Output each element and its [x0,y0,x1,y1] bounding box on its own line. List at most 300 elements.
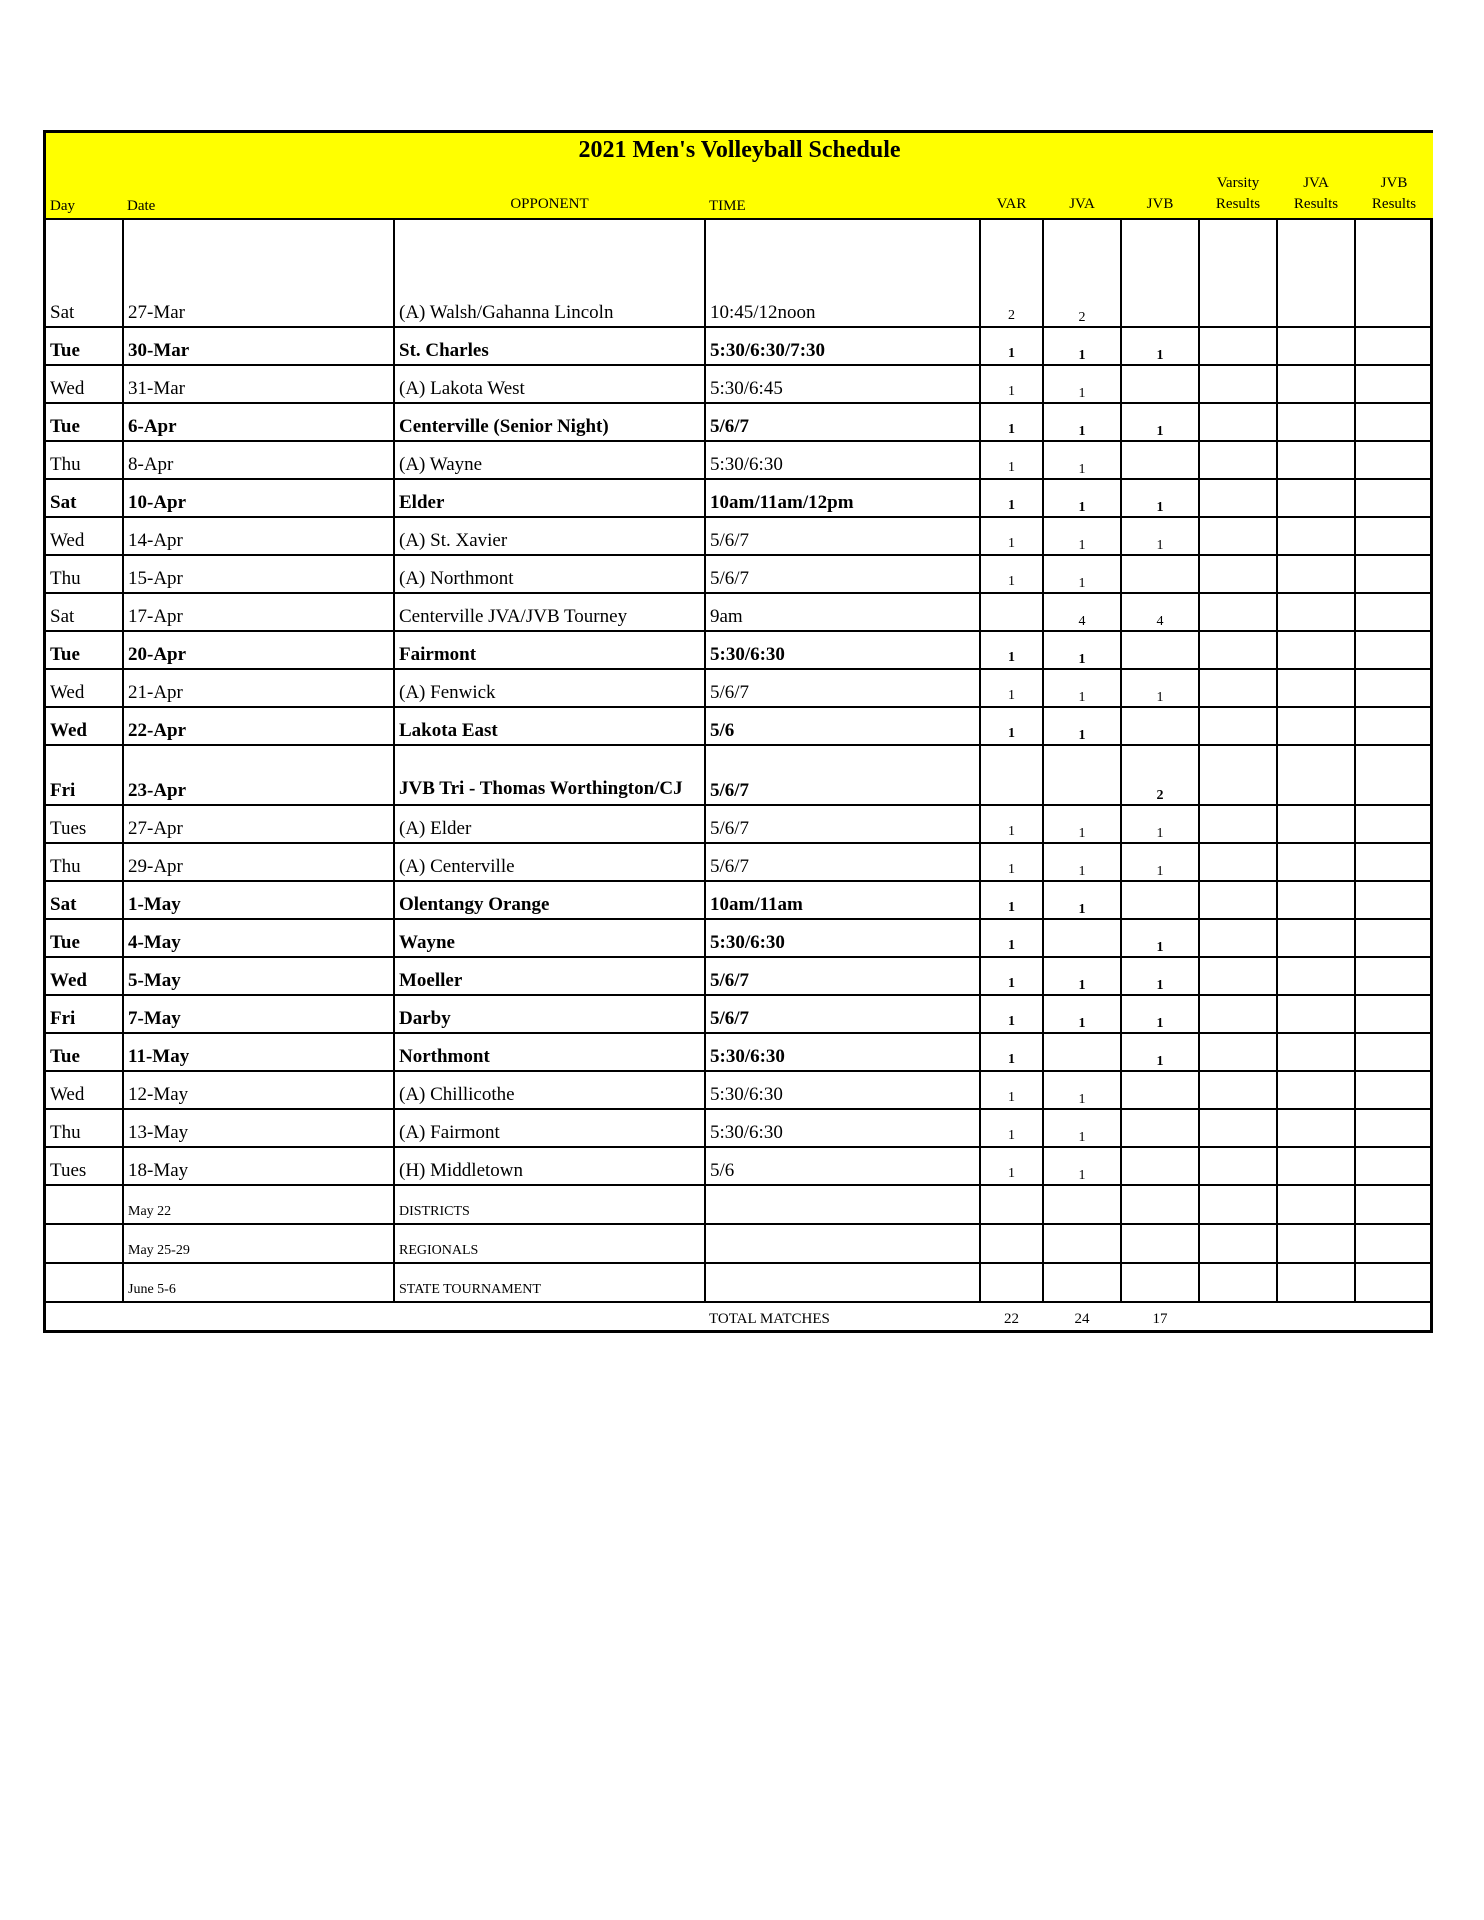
row-time: 5/6/7 [705,669,980,707]
row-jva: 4 [1043,593,1121,631]
row-jvb-result [1355,1109,1433,1147]
row-var: 1 [980,365,1043,403]
row-day: Fri [46,745,123,805]
row-jvb: 1 [1121,669,1199,707]
row-jvb-result [1355,919,1433,957]
row-day: Tue [46,631,123,669]
row-jvb: 1 [1121,957,1199,995]
row-date: May 22 [123,1185,394,1224]
row-jva: 1 [1043,957,1121,995]
row-varsity-result [1199,707,1277,745]
row-time [705,1263,980,1302]
col-var: VAR [980,167,1043,219]
row-jva-result [1277,441,1355,479]
row-jva: 1 [1043,327,1121,365]
row-var: 1 [980,403,1043,441]
schedule-row [46,1263,1433,1302]
row-jvb-result [1355,995,1433,1033]
row-date: 11-May [123,1033,394,1071]
row-jvb-result [1355,1147,1433,1185]
schedule-row [46,843,1433,881]
row-varsity-result [1199,555,1277,593]
col-jva: JVA [1043,167,1121,219]
row-day [46,1263,123,1302]
row-var [980,1263,1043,1302]
row-jva-result [1277,745,1355,805]
row-jva [1043,745,1121,805]
row-time: 5/6/7 [705,843,980,881]
row-var: 1 [980,327,1043,365]
row-jva-result [1277,1224,1355,1263]
row-time: 5/6 [705,707,980,745]
row-jvb-result [1355,1263,1433,1302]
row-time: 5/6/7 [705,805,980,843]
schedule-row [46,881,1433,919]
row-time: 5:30/6:30 [705,1109,980,1147]
row-jva: 1 [1043,1147,1121,1185]
row-date: 14-Apr [123,517,394,555]
schedule-row [46,1147,1433,1185]
row-opponent: Elder [394,479,705,517]
row-jva-result [1277,669,1355,707]
row-day: Thu [46,1109,123,1147]
row-jvb [1121,1109,1199,1147]
row-varsity-result [1199,669,1277,707]
row-jva-result [1277,219,1355,327]
row-jvb: 1 [1121,327,1199,365]
row-day: Sat [46,219,123,327]
row-time: 5:30/6:30/7:30 [705,327,980,365]
row-jvb-result [1355,843,1433,881]
row-jvb-result [1355,479,1433,517]
row-jvb-result [1355,441,1433,479]
row-var: 1 [980,957,1043,995]
row-var: 1 [980,881,1043,919]
row-varsity-result [1199,365,1277,403]
row-var: 1 [980,669,1043,707]
row-jvb-result [1355,707,1433,745]
schedule-row [46,1224,1433,1263]
row-opponent: Centerville (Senior Night) [394,403,705,441]
row-opponent: (A) Fenwick [394,669,705,707]
row-var: 1 [980,1109,1043,1147]
totals-label: TOTAL MATCHES [705,1302,980,1330]
row-opponent: (A) Fairmont [394,1109,705,1147]
schedule-row [46,631,1433,669]
col-varsity-results: Varsity Results [1199,167,1277,219]
row-varsity-result [1199,843,1277,881]
row-varsity-result [1199,745,1277,805]
row-opponent: STATE TOURNAMENT [394,1263,705,1302]
row-opponent: (A) Wayne [394,441,705,479]
row-jvb-result [1355,1185,1433,1224]
row-jvb [1121,365,1199,403]
row-time: 5:30/6:45 [705,365,980,403]
row-date: 17-Apr [123,593,394,631]
row-jvb: 1 [1121,843,1199,881]
row-day: Tue [46,919,123,957]
row-date: 15-Apr [123,555,394,593]
row-jvb: 1 [1121,1033,1199,1071]
schedule-row [46,479,1433,517]
row-date: 23-Apr [123,745,394,805]
col-jva-results: JVA Results [1277,167,1355,219]
row-varsity-result [1199,995,1277,1033]
col-jvb-results: JVB Results [1355,167,1433,219]
row-var: 1 [980,517,1043,555]
row-date: 5-May [123,957,394,995]
row-jvb [1121,1263,1199,1302]
row-varsity-result [1199,1263,1277,1302]
row-var: 1 [980,707,1043,745]
row-opponent: (A) Northmont [394,555,705,593]
row-var: 1 [980,1147,1043,1185]
row-jva-result [1277,843,1355,881]
row-opponent: Northmont [394,1033,705,1071]
row-var: 1 [980,1033,1043,1071]
row-varsity-result [1199,1185,1277,1224]
schedule-row [46,745,1433,805]
col-day: Day [46,167,123,219]
row-jva-result [1277,1071,1355,1109]
col-opponent: OPPONENT [394,167,705,219]
row-time: 5/6/7 [705,995,980,1033]
schedule-row [46,957,1433,995]
row-jva: 1 [1043,881,1121,919]
row-opponent: Moeller [394,957,705,995]
col-time: TIME [705,167,980,219]
row-varsity-result [1199,881,1277,919]
row-jva-result [1277,365,1355,403]
row-jvb-result [1355,555,1433,593]
row-time: 5/6/7 [705,957,980,995]
row-date: 29-Apr [123,843,394,881]
total-jva: 24 [1043,1302,1121,1330]
row-time [705,1185,980,1224]
row-jvb-result [1355,957,1433,995]
row-jvb: 1 [1121,479,1199,517]
schedule-row [46,593,1433,631]
row-varsity-result [1199,593,1277,631]
row-jva: 2 [1043,219,1121,327]
schedule-row [46,669,1433,707]
schedule-row [46,919,1433,957]
row-time: 5:30/6:30 [705,441,980,479]
row-jvb-result [1355,327,1433,365]
row-jva-result [1277,631,1355,669]
row-day: Wed [46,1071,123,1109]
row-opponent: JVB Tri - Thomas Worthington/CJ [394,745,705,805]
row-jva [1043,1185,1121,1224]
row-time: 10am/11am/12pm [705,479,980,517]
row-opponent: (A) Elder [394,805,705,843]
row-var: 1 [980,805,1043,843]
row-date: 30-Mar [123,327,394,365]
row-time: 5/6/7 [705,517,980,555]
row-time: 10am/11am [705,881,980,919]
row-jvb-result [1355,403,1433,441]
column-header-row [46,167,1433,219]
row-opponent: (A) St. Xavier [394,517,705,555]
row-var: 2 [980,219,1043,327]
row-jva: 1 [1043,555,1121,593]
row-day: Wed [46,669,123,707]
row-date: 10-Apr [123,479,394,517]
row-varsity-result [1199,517,1277,555]
schedule-row [46,707,1433,745]
row-jva-result [1277,919,1355,957]
row-day: Thu [46,441,123,479]
row-time: 5:30/6:30 [705,1033,980,1071]
row-opponent: (A) Centerville [394,843,705,881]
row-jva: 1 [1043,365,1121,403]
row-var: 1 [980,441,1043,479]
row-var: 1 [980,555,1043,593]
row-day: Sat [46,881,123,919]
row-jvb [1121,219,1199,327]
row-date: 1-May [123,881,394,919]
row-var: 1 [980,995,1043,1033]
row-jvb [1121,707,1199,745]
row-jva: 1 [1043,403,1121,441]
row-jva-result [1277,1185,1355,1224]
row-jvb: 4 [1121,593,1199,631]
row-jvb: 2 [1121,745,1199,805]
row-jva: 1 [1043,1071,1121,1109]
row-jva-result [1277,1033,1355,1071]
row-jva-result [1277,517,1355,555]
row-day: Tue [46,327,123,365]
row-jva: 1 [1043,995,1121,1033]
row-day: Thu [46,555,123,593]
row-time: 5:30/6:30 [705,919,980,957]
row-jvb-result [1355,593,1433,631]
row-opponent: (A) Lakota West [394,365,705,403]
row-jvb-result [1355,517,1433,555]
row-opponent: Lakota East [394,707,705,745]
row-jva [1043,1224,1121,1263]
row-jvb-result [1355,881,1433,919]
row-jva-result [1277,555,1355,593]
row-varsity-result [1199,441,1277,479]
row-jvb [1121,1224,1199,1263]
row-date: 27-Apr [123,805,394,843]
row-date: 6-Apr [123,403,394,441]
schedule-row [46,555,1433,593]
row-jva: 1 [1043,669,1121,707]
row-jvb-result [1355,365,1433,403]
row-jvb-result [1355,1224,1433,1263]
schedule-row [46,327,1433,365]
row-opponent: (H) Middletown [394,1147,705,1185]
row-date: 7-May [123,995,394,1033]
row-varsity-result [1199,1071,1277,1109]
row-opponent: Darby [394,995,705,1033]
row-jva-result [1277,593,1355,631]
row-varsity-result [1199,1033,1277,1071]
row-jvb-result [1355,631,1433,669]
row-var: 1 [980,479,1043,517]
row-date: 22-Apr [123,707,394,745]
row-jva-result [1277,707,1355,745]
row-jvb [1121,1185,1199,1224]
row-day: Tues [46,1147,123,1185]
row-jva [1043,919,1121,957]
row-jvb-result [1355,805,1433,843]
row-jva-result [1277,1109,1355,1147]
schedule-row [46,219,1433,327]
row-day [46,1224,123,1263]
total-var: 22 [980,1302,1043,1330]
row-time: 10:45/12noon [705,219,980,327]
row-jvb: 1 [1121,403,1199,441]
schedule-row [46,517,1433,555]
row-jvb [1121,1071,1199,1109]
row-var: 1 [980,919,1043,957]
row-jva: 1 [1043,631,1121,669]
row-jvb [1121,441,1199,479]
row-jvb: 1 [1121,919,1199,957]
row-varsity-result [1199,805,1277,843]
row-opponent: Olentangy Orange [394,881,705,919]
row-varsity-result [1199,403,1277,441]
row-date: 8-Apr [123,441,394,479]
row-var: 1 [980,631,1043,669]
row-day: Tue [46,403,123,441]
row-jvb-result [1355,219,1433,327]
schedule-row [46,365,1433,403]
row-jva-result [1277,1263,1355,1302]
schedule-row [46,1109,1433,1147]
row-jva: 1 [1043,805,1121,843]
row-varsity-result [1199,479,1277,517]
row-day: Wed [46,365,123,403]
col-jvb: JVB [1121,167,1199,219]
row-opponent: DISTRICTS [394,1185,705,1224]
row-jvb [1121,555,1199,593]
row-jvb-result [1355,1071,1433,1109]
schedule-row [46,995,1433,1033]
row-jva [1043,1033,1121,1071]
row-date: 18-May [123,1147,394,1185]
schedule-table [46,133,1433,1330]
row-jvb: 1 [1121,995,1199,1033]
row-jva: 1 [1043,707,1121,745]
row-jva-result [1277,403,1355,441]
row-jvb [1121,631,1199,669]
row-jva-result [1277,995,1355,1033]
row-varsity-result [1199,631,1277,669]
row-jva-result [1277,805,1355,843]
row-day: Wed [46,517,123,555]
row-time: 5/6/7 [705,745,980,805]
row-var: 1 [980,843,1043,881]
schedule-row [46,1033,1433,1071]
row-jva-result [1277,957,1355,995]
row-date: 21-Apr [123,669,394,707]
row-opponent: Wayne [394,919,705,957]
row-opponent: REGIONALS [394,1224,705,1263]
row-varsity-result [1199,919,1277,957]
row-date: 13-May [123,1109,394,1147]
row-time: 5:30/6:30 [705,1071,980,1109]
row-time: 5/6/7 [705,403,980,441]
row-date: June 5-6 [123,1263,394,1302]
row-opponent: St. Charles [394,327,705,365]
row-varsity-result [1199,1224,1277,1263]
total-jvb: 17 [1121,1302,1199,1330]
row-var [980,1224,1043,1263]
row-day: Wed [46,957,123,995]
row-day [46,1185,123,1224]
row-jva-result [1277,327,1355,365]
schedule-row [46,1071,1433,1109]
row-jvb-result [1355,1033,1433,1071]
col-date: Date [123,167,394,219]
row-jva: 1 [1043,1109,1121,1147]
row-jva: 1 [1043,843,1121,881]
row-date: 4-May [123,919,394,957]
row-day: Tues [46,805,123,843]
row-time [705,1224,980,1263]
row-jva [1043,1263,1121,1302]
row-jvb [1121,881,1199,919]
schedule-row [46,441,1433,479]
row-var [980,1185,1043,1224]
row-day: Thu [46,843,123,881]
row-jva: 1 [1043,479,1121,517]
row-var: 1 [980,1071,1043,1109]
schedule-title: 2021 Men's Volleyball Schedule [46,133,1433,167]
row-varsity-result [1199,219,1277,327]
row-jva-result [1277,881,1355,919]
row-day: Sat [46,593,123,631]
row-jvb [1121,1147,1199,1185]
row-day: Wed [46,707,123,745]
row-date: 31-Mar [123,365,394,403]
row-date: May 25-29 [123,1224,394,1263]
row-jva: 1 [1043,441,1121,479]
row-opponent: (A) Walsh/Gahanna Lincoln [394,219,705,327]
row-jva-result [1277,1147,1355,1185]
row-day: Sat [46,479,123,517]
row-opponent: Fairmont [394,631,705,669]
row-varsity-result [1199,327,1277,365]
row-jvb: 1 [1121,517,1199,555]
row-varsity-result [1199,1109,1277,1147]
row-jva-result [1277,479,1355,517]
row-jvb-result [1355,745,1433,805]
row-day: Tue [46,1033,123,1071]
row-var [980,593,1043,631]
row-time: 5/6 [705,1147,980,1185]
schedule-row [46,805,1433,843]
schedule-row [46,403,1433,441]
row-jvb: 1 [1121,805,1199,843]
row-date: 12-May [123,1071,394,1109]
row-time: 5/6/7 [705,555,980,593]
row-time: 5:30/6:30 [705,631,980,669]
row-day: Fri [46,995,123,1033]
row-date: 27-Mar [123,219,394,327]
row-opponent: Centerville JVA/JVB Tourney [394,593,705,631]
row-opponent: (A) Chillicothe [394,1071,705,1109]
row-date: 20-Apr [123,631,394,669]
schedule-sheet [43,130,1433,1333]
row-var [980,745,1043,805]
row-time: 9am [705,593,980,631]
row-jva: 1 [1043,517,1121,555]
